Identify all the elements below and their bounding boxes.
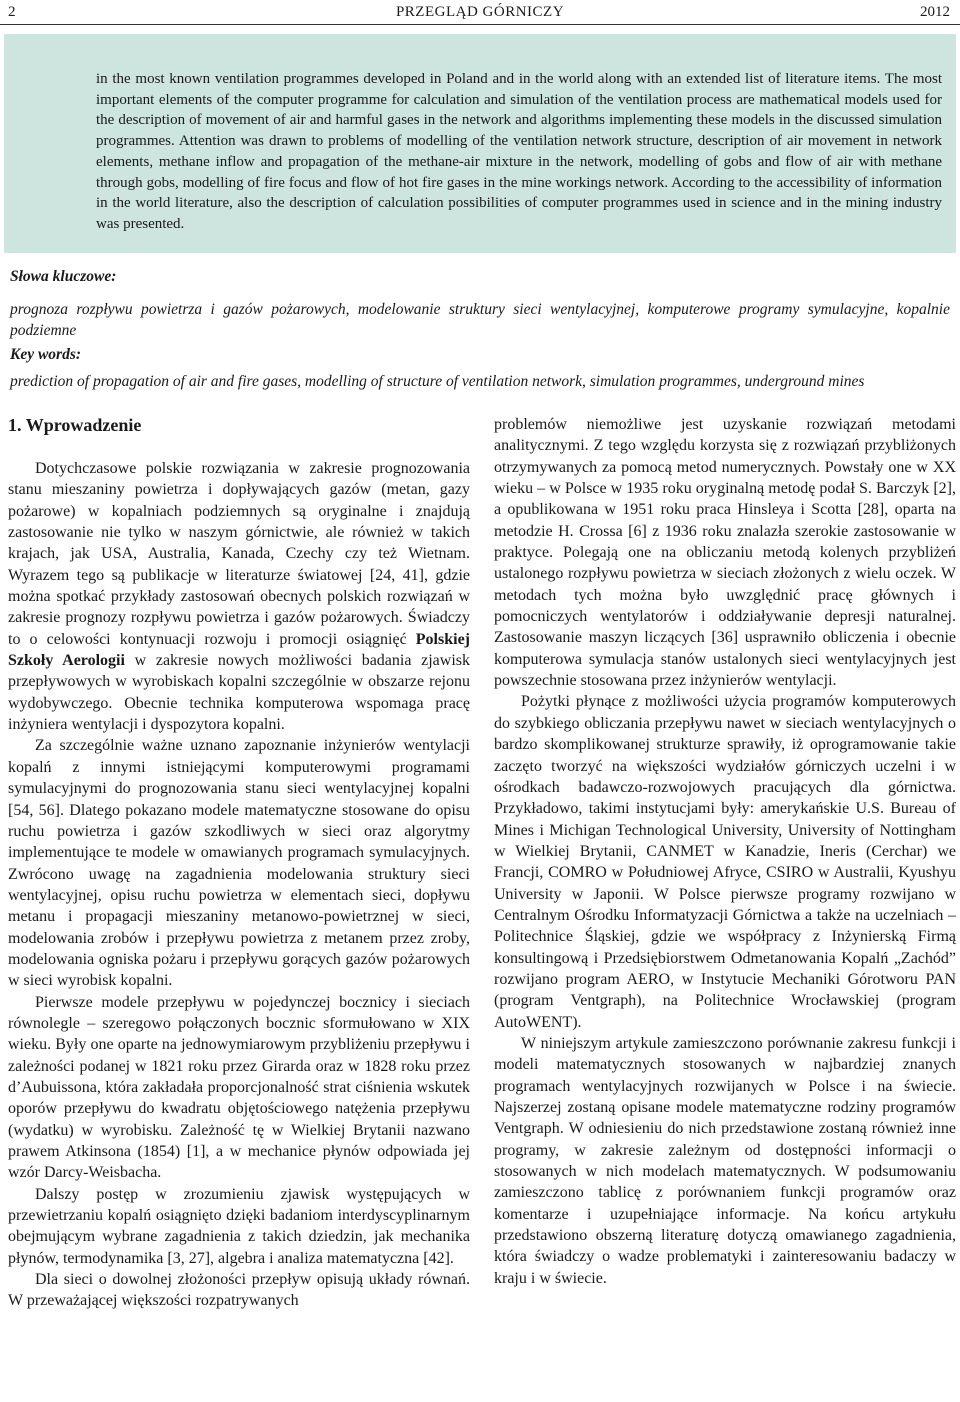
paragraph: W niniejszym artykule zamieszczono porównanie zakresu funkcji i modeli matematycznych stosowanych w najbardziej znanych programach wentylacyjnych rozwijanych w Polsce i na świecie. Najszerzej zostaną opisane modele matematyczne rodziny programów Ventgraph. W odniesieniu do nich przedstawione zostaną również inne programy, w zakresie zależnym od dostępności informacji o stosowanych w nich modelach matematycznych. W podsumowaniu zamieszczono tablicę z porównaniem funkcji programów oraz komentarze i uzupełniające informacje. Na końcu artykułu przedstawiono obszerną literaturę dotyczą omawianego zagadnienia, która świadczy o wadze problematyki i zainteresowaniu badaczy w kraju i w świecie. <box>494 1034 956 1287</box>
page-number: 2 <box>8 4 16 20</box>
header-rule <box>0 24 960 25</box>
paragraph-text: w zakresie nowych możliwości badania zjawisk przepływowych w wyrobiskach kopalni szczególnie w obszarze rejonu wydobywczego. Obecnie technika komputerowa wspomaga pracę inżyniera wentylacji i dyspozytora kopalni. <box>8 652 471 734</box>
paragraph <box>8 458 470 735</box>
journal-title: PRZEGLĄD GÓRNICZY <box>395 4 565 20</box>
section-heading <box>8 414 470 436</box>
abstract-text: in the most known ventilation programmes developed in Poland and in the world along with an extended list of literature items. The most important elements of the computer programme for calculation and simulation of the ventilation process are mathematical models used for the description of movement of air and harmful gases in the network and algorithms implementing these models in the discussed simulation programmes. Attention was drawn to problems of modelling of the ventilation network structure, description of air movement in network elements, methane inflow and propagation of the methane-air mixture in the network, modelling of gobs and flow of air with methane through gobs, modelling of fire focus and flow of hot fire gases in the mine workings network. According to the accessibility of information in the world literature, also the description of calculation possibilities of computer programmes used in science and in the mining industry was presented. <box>96 71 942 232</box>
paragraph: Pierwsze modele przepływu w pojedynczej bocznicy i sieciach równolegle – szeregowo połączonych bocznic sformułowano w XIX wieku. Były one oparte na jednowymiarowym przybliżeniu przepływu i zależności podanej w 1821 roku przez Girarda oraz w 1828 roku przez d’Aubuissona, która zakładała proporcjonalność strat ciśnienia wskutek oporów przepływu do kwadratu objętościowego natężenia przepływu (wydatku) w wyrobisku. Zależność tę w Wielkiej Brytanii nazwano prawem Atkinsona (1854) [1], a w mechanice płynów odpowiada jej wzór Darcy-Weisbacha. <box>8 993 470 1182</box>
publication-year: 2012 <box>920 4 950 20</box>
paragraph: Dalszy postęp w zrozumieniu zjawisk występujących w przewietrzaniu kopalń osiągnięto dzięki badaniom interdyscyplinarnym obejmującym wybrane zagadnienia z takich dziedzin, jak mechanika płynów, termodynamika [3, 27], algebra i analiza matematyczna [42]. <box>8 1185 470 1267</box>
keywords-pl-text: prognoza rozpływu powietrza i gazów pożarowych, modelowanie struktury sieci wentylacyjnej, komputerowe programy symulacyjne, kopalnie podziemne <box>10 301 950 339</box>
keywords-en-label: Key words: <box>10 346 82 363</box>
paragraph: problemów niemożliwe jest uzyskanie rozwiązań metodami analitycznymi. Z tego względu korzysta się z rozwiązań przybliżonych otrzymywanych za pomocą metod numerycznych. Powstały one w XX wieku – w Polsce w 1935 roku oryginalną metodę podał S. Barczyk [2], a opublikowana w 1951 roku praca Hinsleya i Scotta [28], oparta na metodzie H. Crossa [6] z 1936 roku znalazła szerokie zastosowanie w praktyce. Polegają one na obliczaniu metodą kolenych przybliżeń ustalonego rozpływu powietrza w sieciach złożonych z wielu oczek. W metodach tych można było uwzględnić pracę głównych i pomocniczych wentylatorów i oddziaływanie depresji naturalnej. Zastosowanie maszyn liczących [36] usprawniło obliczenia i obecnie komputerowa symulacja stanów ustalonych sieci wentylacyjnych jest powszechnie stosowana przez inżynierów wentylacji. <box>494 416 956 690</box>
running-header <box>0 0 960 22</box>
paragraph: Za szczególnie ważne uznano zapoznanie inżynierów wentylacji kopalń z innymi istniejącymi komputerowymi programami symulacyjnymi do prognozowania stanu sieci wentylacyjnej kopalni [54, 56]. Dlatego pokazano modele matematyczne stosowane do opisu ruchu powietrza i gazów szkodliwych w sieci oraz algorytmy implementujące te modele w omawianych programach symulacyjnych. Zwrócono uwagę na zagadnienia modelowania struktury sieci wentylacyjnej, opisu ruchu powietrza w elementach sieci, dopływu metanu i propagacji mieszaniny metanowo-powietrznej w sieci, modelowania zrobów i przepływu powietrza z metanem przez zroby, modelowania ogniska pożaru i przepływu gorących gazów pożarowych w sieci wyrobisk kopalni. <box>8 737 470 990</box>
paragraph: Pożytki płynące z możliwości użycia programów komputerowych do szybkiego obliczania przepływu nawet w sieciach wentylacyjnych o bardzo skomplikowanej strukturze sprawiły, iż oprogramowanie takie zaczęto tworzyć na większości wydziałów górniczych uczelni i w ośrodkach badawczo-rozwojowych pracujących dla górnictwa. Przykładowo, takimi instytucjami były: amerykańskie U.S. Bureau of Mines i Michigan Technological University, University of Nottingham w Wielkiej Brytanii, CANMET w Kanadzie, Ineris (Cerchar) we Francji, COMRO w Południowej Afryce, CSIRO w Australii, Kyushyu University w Japonii. W Polsce pierwsze programy rozwijano w Centralnym Ośrodku Informatyzacji Górnictwa a także na uczelniach – Politechnice Śląskiej, gdzie we współpracy z Inżynierską Firmą konsultingową i Przedsiębiorstwem Odmetanowania Kopalń „Zachód” rozwijano program AERO, w Instytucie Mechaniki Górotworu PAN (program Ventgraph), na Politechnice Wrocławskiej (program AutoWENT). <box>494 693 956 1031</box>
left-column <box>8 414 470 1312</box>
bold-term: Polskiej Szkoły Aerologii <box>8 630 470 670</box>
section-number: 1. <box>8 415 22 435</box>
paragraph-text: Dotychczasowe polskie rozwiązania w zakresie prognozowania stanu mieszaniny powietrza i dopływających gazów (metan, gazy pożarowe) w kopalniach podziemnych są oryginalne i znajdują zastosowanie nie tylko w naszym górnictwie, ale również w takich krajach, jak USA, Australia, Kanada, Czechy czy też Wietnam. Wyrazem tego są publikacje w literaturze światowej [24, 41], gdzie można spotkać przykłady zastosowań obecnych polskich rozwiązań w zakresie prognozy rozpływu powietrza i gazów pożarowych. Świadczy to o celowości kontynuacji rozwoju i promocji osiągnięć <box>8 460 470 648</box>
keywords-en-text: prediction of propagation of air and fire gases, modelling of structure of ventilation network, simulation programmes, underground mines <box>10 373 865 390</box>
right-column <box>494 414 956 1289</box>
paragraph: Dla sieci o dowolnej złożoności przepływ opisują układy równań. W przeważającej większości rozpatrywanych <box>8 1271 470 1310</box>
keywords-pl-label: Słowa kluczowe: <box>10 268 117 285</box>
section-title: Wprowadzenie <box>25 415 142 435</box>
